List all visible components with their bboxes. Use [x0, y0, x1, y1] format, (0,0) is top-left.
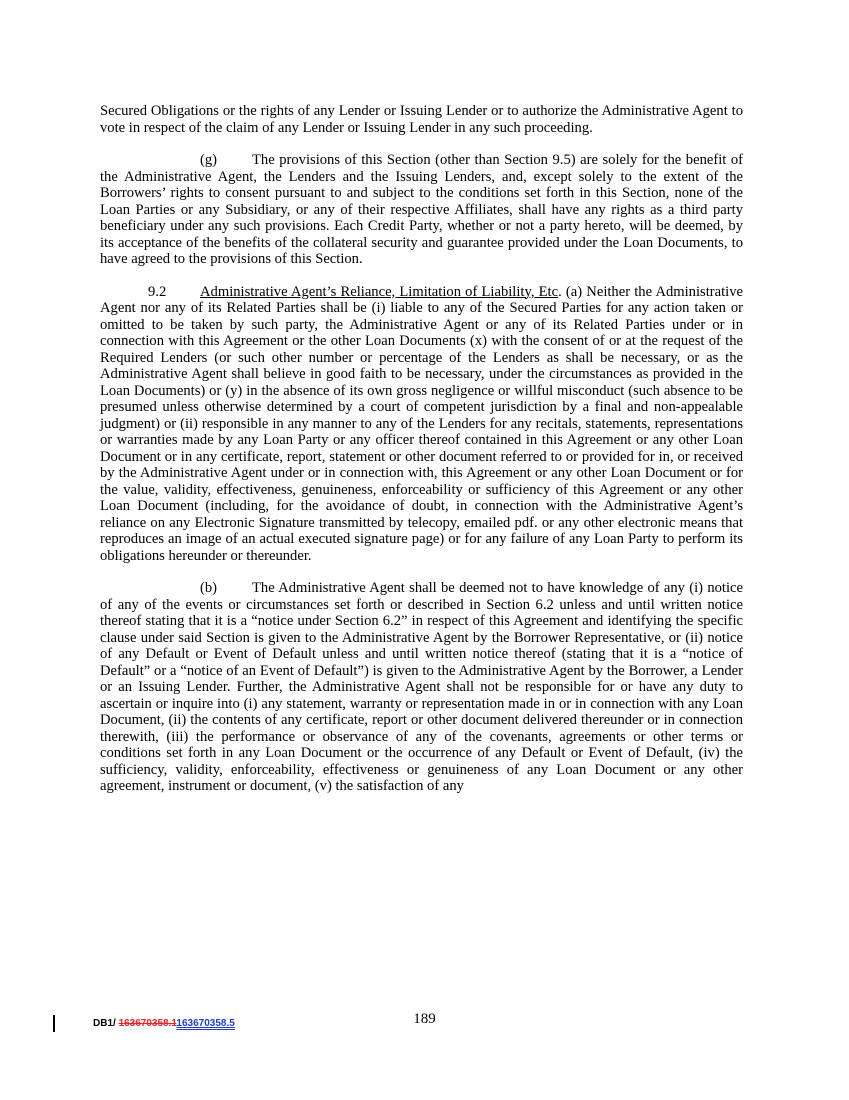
section-9-2-text: . (a) Neither the Administrative Agent nor any of its Related Parties shall be (i) liable to any of the Secured Parties for any action taken or omitted to be taken by such party, the Administrative Agent or any of its Related Parties under or in connection with this Agreement or the other Loan Documents (x) with the consent of or at the request of the Required Lenders (or such other number or percentage of the Lenders as shall be necessary, or as the Administrative Agent shall believe in good faith to be necessary, under the circumstances as provided in the Loan Documents) or (y) in the absence of its own gross negligence or willful misconduct (such absence to be presumed unless otherwise determined by a court of competent jurisdiction by a final and non-appealable judgment) or (ii) responsible in any manner to any of the Lenders for any recitals, statements, representations or warranties made by any Loan Party or any officer thereof contained in this Agreement or any other Loan Document or in any certificate, report, statement or other document referred to or provided for in, or received by the Administrative Agent under or in connection with, this Agreement or any other Loan Document or for the value, validity, effectiveness, genuineness, enforceability or sufficiency of this Agreement or any other Loan Document (including, for the avoidance of doubt, in connection with the Administrative Agent’s reliance on any Electronic Signature transmitted by telecopy, emailed pdf. or any other electronic means that reproduces an image of an actual executed signature page) or for any failure of any Loan Party to perform its obligations hereunder or thereunder. — [100, 283, 743, 564]
paragraph-g — [100, 152, 743, 268]
paragraph-b-text: The Administrative Agent shall be deemed not to have knowledge of any (i) notice of any of the events or circumstances set forth or described in Section 6.2 unless and until written notice thereof stating that it is a “notice under Section 6.2” in respect of this Agreement and identifying the specific clause under said Section is given to the Administrative Agent by the Borrower Representative, or (ii) notice of any Default or Event of Default unless and until written notice thereof (stating that it is a “notice of Default” or a “notice of an Event of Default”) is given to the Administrative Agent by the Borrower, a Lender or an Issuing Lender. Further, the Administrative Agent shall not be responsible for or have any duty to ascertain or inquire into (i) any statement, warranty or representation made in or in connection with any Loan Document, (ii) the contents of any certificate, report or other document delivered thereunder or in connection therewith, (iii) the performance or observance of any of the covenants, agreements or other terms or conditions set forth in any Loan Document or the occurrence of any Default or Event of Default, (iv) the sufficiency, validity, enforceability, effectiveness or genuineness of any Loan Document or any other agreement, instrument or document, (v) the satisfaction of any — [100, 580, 743, 794]
paragraph-g-text: The provisions of this Section (other than Section 9.5) are solely for the benefit of the Administrative Agent, the Lenders and the Issuing Lenders, and, except solely to the extent of the Borrowers’ rights to consent pursuant to and subject to the conditions set forth in this Section, none of the Loan Parties or any Subsidiary, or any of their respective Affiliates, shall have any rights as a third party beneficiary under any such provisions. Each Credit Party, whether or not a party hereto, will be deemed, by its acceptance of the benefits of the collateral security and guarantee provided under the Loan Documents, to have agreed to the provisions of this Section. — [100, 152, 743, 267]
section-9-2 — [100, 284, 743, 565]
footer-doc-old-id: 163670358.1 — [118, 1018, 177, 1029]
page-number: 189 — [413, 1011, 436, 1027]
paragraph-continuation: Secured Obligations or the rights of any Lender or Issuing Lender or to authorize the Administrative Agent to vote in respect of the claim of any Lender or Issuing Lender in any such proceeding. — [100, 103, 743, 136]
paragraph-b — [100, 580, 743, 795]
section-9-2-number: 9.2 — [148, 283, 167, 300]
footer-doc-new-id: 163670358.5 — [176, 1018, 235, 1029]
paragraph-b-label: (b) — [200, 580, 218, 596]
document-body — [100, 103, 743, 811]
section-9-2-title: Administrative Agent’s Reliance, Limitation of Liability, Etc — [200, 283, 559, 300]
footer-doc-prefix: DB1/ — [93, 1018, 119, 1029]
paragraph-g-label: (g) — [200, 152, 218, 168]
